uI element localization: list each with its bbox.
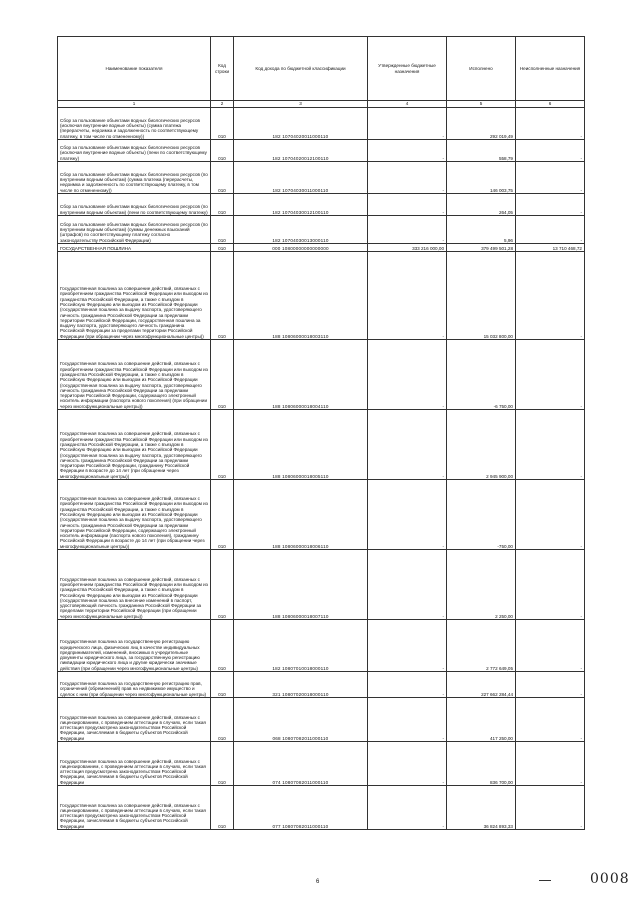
cell-executed: 2 250,00 (447, 550, 516, 620)
cell-code: 010 (211, 108, 234, 140)
cell-approved: - (368, 786, 447, 830)
cell-unexecuted: - (516, 252, 585, 340)
header-name: Наименование показателя (58, 37, 211, 101)
cell-kbk: 188 10806000018005110 (234, 410, 368, 480)
cell-approved: - (368, 698, 447, 742)
table-row (58, 252, 585, 340)
cell-unexecuted: - (516, 194, 585, 216)
cell-executed: 558,79 (447, 140, 516, 162)
footer-dash (539, 880, 551, 881)
cell-kbk: 321 10807020018000110 (234, 672, 368, 698)
cell-code: 010 (211, 340, 234, 410)
cell-code: 010 (211, 698, 234, 742)
cell-kbk: 000 10800000000000000 (234, 244, 368, 252)
cell-code: 010 (211, 480, 234, 550)
cell-unexecuted: - (516, 786, 585, 830)
cell-unexecuted: - (516, 742, 585, 786)
cell-executed: -750,00 (447, 480, 516, 550)
cell-approved: 333 216 000,00 (368, 244, 447, 252)
cell-name: Сбор за пользование объектами водных биологических ресурсов (по внутренним водным объектам) (сумма платежа (перерасчеты, недоимка и задолженность по соответствующему платежу, в том числе по отмененному)) (58, 162, 211, 194)
cell-unexecuted: - (516, 216, 585, 244)
cell-code: 010 (211, 410, 234, 480)
cell-code: 010 (211, 162, 234, 194)
cell-unexecuted: - (516, 480, 585, 550)
table-body (58, 108, 585, 830)
table-row (58, 550, 585, 620)
cell-code: 010 (211, 140, 234, 162)
cell-executed: 379 499 501,28 (447, 244, 516, 252)
cell-unexecuted: - (516, 140, 585, 162)
cell-code: 010 (211, 194, 234, 216)
cell-unexecuted: - (516, 620, 585, 672)
table-row (58, 620, 585, 672)
table-row (58, 216, 585, 244)
cell-name: Сбор за пользование объектами водных биологических ресурсов (по внутренним водным объектам) (пени по соответствующему платежу) (58, 194, 211, 216)
cell-kbk: 188 10806000018004110 (234, 340, 368, 410)
table-header-row (58, 37, 585, 101)
cell-kbk: 188 10806000018007110 (234, 550, 368, 620)
cell-approved: - (368, 140, 447, 162)
header-executed: Исполнено (447, 37, 516, 101)
cell-name: Государственная пошлина за совершение действий, связанных с приобретением гражданства Российской Федерации или выходом из гражданства Российской Федерации, а также с въездом в Российскую Федерацию или выездом из Российской Федерации (государственная пошлина за выдачу паспорта, удостоверяющего личность гражданина Российской Федерации за пределами территории Российской Федерации, государственная пошлина за выдачу паспорта, удостоверяющего личность гражданина Российской Федерации за пределами территории Российской Федерации (при обращении через многофункциональные центры)) (58, 252, 211, 340)
table-row (58, 162, 585, 194)
cell-approved: - (368, 550, 447, 620)
column-number: 5 (447, 101, 516, 108)
cell-executed: 2 772 649,05 (447, 620, 516, 672)
header-unexecuted: Неисполненные назначения (516, 37, 585, 101)
cell-approved: - (368, 410, 447, 480)
cell-executed: 15 032 800,00 (447, 252, 516, 340)
cell-code: 010 (211, 742, 234, 786)
column-number-row (58, 101, 585, 108)
cell-approved: - (368, 162, 447, 194)
cell-name: Сбор за пользование объектами водных биологических ресурсов (по внутренним водным объектам) (суммы денежных взысканий (штрафов) по соответствующему платежу согласно законодательству Российской Федерации) (58, 216, 211, 244)
cell-unexecuted: - (516, 108, 585, 140)
cell-approved: - (368, 480, 447, 550)
cell-code: 010 (211, 672, 234, 698)
cell-name: Государственная пошлина за государственную регистрацию юридического лица, физических лиц в качестве индивидуальных предпринимателей, изменений, вносимых в учредительные документы юридического лица, за государственную регистрацию ликвидации юридического лица и другие юридически значимые действия (при обращении через многофункциональные центры) (58, 620, 211, 672)
table-row (58, 340, 585, 410)
header-kbk: Код дохода по бюджетной классификации (234, 37, 368, 101)
header-line-code: Код строки (211, 37, 234, 101)
cell-name: Государственная пошлина за совершение действий, связанных с лицензированием, с проведением аттестации в случаях, если такая аттестация предусмотрена законодательством Российской Федерации, зачисляемая в бюджеты субъектов Российской Федерации (58, 742, 211, 786)
column-number: 2 (211, 101, 234, 108)
cell-executed: 5,96 (447, 216, 516, 244)
table-row (58, 108, 585, 140)
table-row (58, 672, 585, 698)
cell-approved: - (368, 742, 447, 786)
column-number: 1 (58, 101, 211, 108)
cell-kbk: 182 10704030013000110 (234, 216, 368, 244)
cell-code: 010 (211, 620, 234, 672)
cell-kbk: 182 10704030012100110 (234, 194, 368, 216)
header-approved: Утвержденные бюджетные назначения (368, 37, 447, 101)
cell-code: 010 (211, 244, 234, 252)
cell-unexecuted: - (516, 672, 585, 698)
cell-executed: 2 945 900,00 (447, 410, 516, 480)
cell-approved: - (368, 672, 447, 698)
cell-kbk: 068 10807082011000110 (234, 698, 368, 742)
cell-kbk: 182 10807010018000110 (234, 620, 368, 672)
cell-name: Государственная пошлина за совершение действий, связанных с приобретением гражданства Российской Федерации или выходом из гражданства Российской Федерации, а также с въездом в Российскую Федерацию или выездом из Российской Федерации (государственная пошлина за выдачу паспорта, удостоверяющего личность гражданина Российской Федерации за пределами территории Российской Федерации, гражданину Российской Федерации в возрасте до 14 лет (при обращении через многофункциональные центры)) (58, 410, 211, 480)
column-number: 4 (368, 101, 447, 108)
cell-code: 010 (211, 252, 234, 340)
cell-name: Государственная пошлина за совершение действий, связанных с лицензированием, с проведением аттестации в случаях, если такая аттестация предусмотрена законодательством Российской Федерации, зачисляемая в бюджеты субъектов Российской Федерации (58, 786, 211, 830)
cell-code: 010 (211, 216, 234, 244)
cell-name: Сбор за пользование объектами водных биологических ресурсов (исключая внутренние водные объекты) (сумма платежа (перерасчеты, недоимка и задолженность по соответствующему платежу, в том числе по отмененному)) (58, 108, 211, 140)
table-row (58, 194, 585, 216)
cell-name: Сбор за пользование объектами водных биологических ресурсов (исключая внутренние водные объекты) (пени по соответствующему платежу) (58, 140, 211, 162)
cell-kbk: 188 10806000018003110 (234, 252, 368, 340)
cell-approved: - (368, 194, 447, 216)
page-number: 6 (316, 879, 320, 885)
cell-code: 010 (211, 786, 234, 830)
table-row (58, 140, 585, 162)
cell-executed: 264,05 (447, 194, 516, 216)
handwritten-sheet-number: 0008 (590, 871, 630, 887)
table-row (58, 244, 585, 252)
cell-name: Государственная пошлина за совершение действий, связанных с приобретением гражданства Российской Федерации или выходом из гражданства Российской Федерации, а также с въездом в Российскую Федерацию или выездом из Российской Федерации (государственная пошлина за внесение изменений в паспорт, удостоверяющий личность гражданина Российской Федерации за пределами территории Российской Федерации (при обращении через многофункциональные центры)) (58, 550, 211, 620)
table-row (58, 410, 585, 480)
cell-unexecuted: - (516, 698, 585, 742)
cell-kbk: 188 10806000018006110 (234, 480, 368, 550)
cell-executed: 227 662 284,44 (447, 672, 516, 698)
cell-executed: 36 824 893,33 (447, 786, 516, 830)
cell-kbk: 182 10704020011000110 (234, 108, 368, 140)
cell-unexecuted: - (516, 410, 585, 480)
cell-approved: - (368, 216, 447, 244)
cell-unexecuted: - (516, 162, 585, 194)
cell-executed: 417 250,00 (447, 698, 516, 742)
cell-kbk: 182 10704030011000110 (234, 162, 368, 194)
column-number: 6 (516, 101, 585, 108)
budget-execution-table (57, 36, 585, 830)
cell-executed: 292 019,49 (447, 108, 516, 140)
cell-name: Государственная пошлина за совершение действий, связанных с приобретением гражданства Российской Федерации или выходом из гражданства Российской Федерации, а также с въездом в Российскую Федерацию или выездом из Российской Федерации (государственная пошлина за выдачу паспорта, удостоверяющего личность гражданина Российской Федерации за пределами территории Российской Федерации, содержащего электронный носитель информации (паспорта нового поколения) (при обращении через многофункциональные центры)) (58, 340, 211, 410)
table-row (58, 786, 585, 830)
cell-kbk: 077 10807082011000110 (234, 786, 368, 830)
cell-name: ГОСУДАРСТВЕННАЯ ПОШЛИНА (58, 244, 211, 252)
table-row (58, 742, 585, 786)
column-number: 3 (234, 101, 368, 108)
cell-approved: - (368, 340, 447, 410)
cell-executed: 836 700,00 (447, 742, 516, 786)
cell-name: Государственная пошлина за совершение действий, связанных с лицензированием, с проведением аттестации в случаях, если такая аттестация предусмотрена законодательством Российской Федерации, зачисляемая в бюджеты субъектов Российской Федерации (58, 698, 211, 742)
cell-approved: - (368, 108, 447, 140)
cell-kbk: 182 10704020012100110 (234, 140, 368, 162)
cell-name: Государственная пошлина за совершение действий, связанных с приобретением гражданства Российской Федерации или выходом из гражданства Российской Федерации, а также с въездом в Российскую Федерацию или выездом из Российской Федерации (государственная пошлина за выдачу паспорта, удостоверяющего личность гражданина Российской Федерации за пределами территории Российской Федерации, содержащего электронный носитель информации (паспорта нового поколения), гражданину Российской Федерации в возрасте до 14 лет (при обращении через многофункциональные центры)) (58, 480, 211, 550)
cell-unexecuted: 13 710 468,72 (516, 244, 585, 252)
table-row (58, 480, 585, 550)
cell-executed: -6 750,00 (447, 340, 516, 410)
cell-unexecuted: - (516, 340, 585, 410)
cell-approved: - (368, 252, 447, 340)
table-row (58, 698, 585, 742)
cell-code: 010 (211, 550, 234, 620)
cell-approved: - (368, 620, 447, 672)
cell-name: Государственная пошлина за государственную регистрацию прав, ограничений (обременений) прав на недвижимое имущество и сделок с ним (при обращении через многофункциональные центры) (58, 672, 211, 698)
cell-kbk: 074 10807082011000110 (234, 742, 368, 786)
cell-unexecuted: - (516, 550, 585, 620)
cell-executed: 146 003,75 (447, 162, 516, 194)
